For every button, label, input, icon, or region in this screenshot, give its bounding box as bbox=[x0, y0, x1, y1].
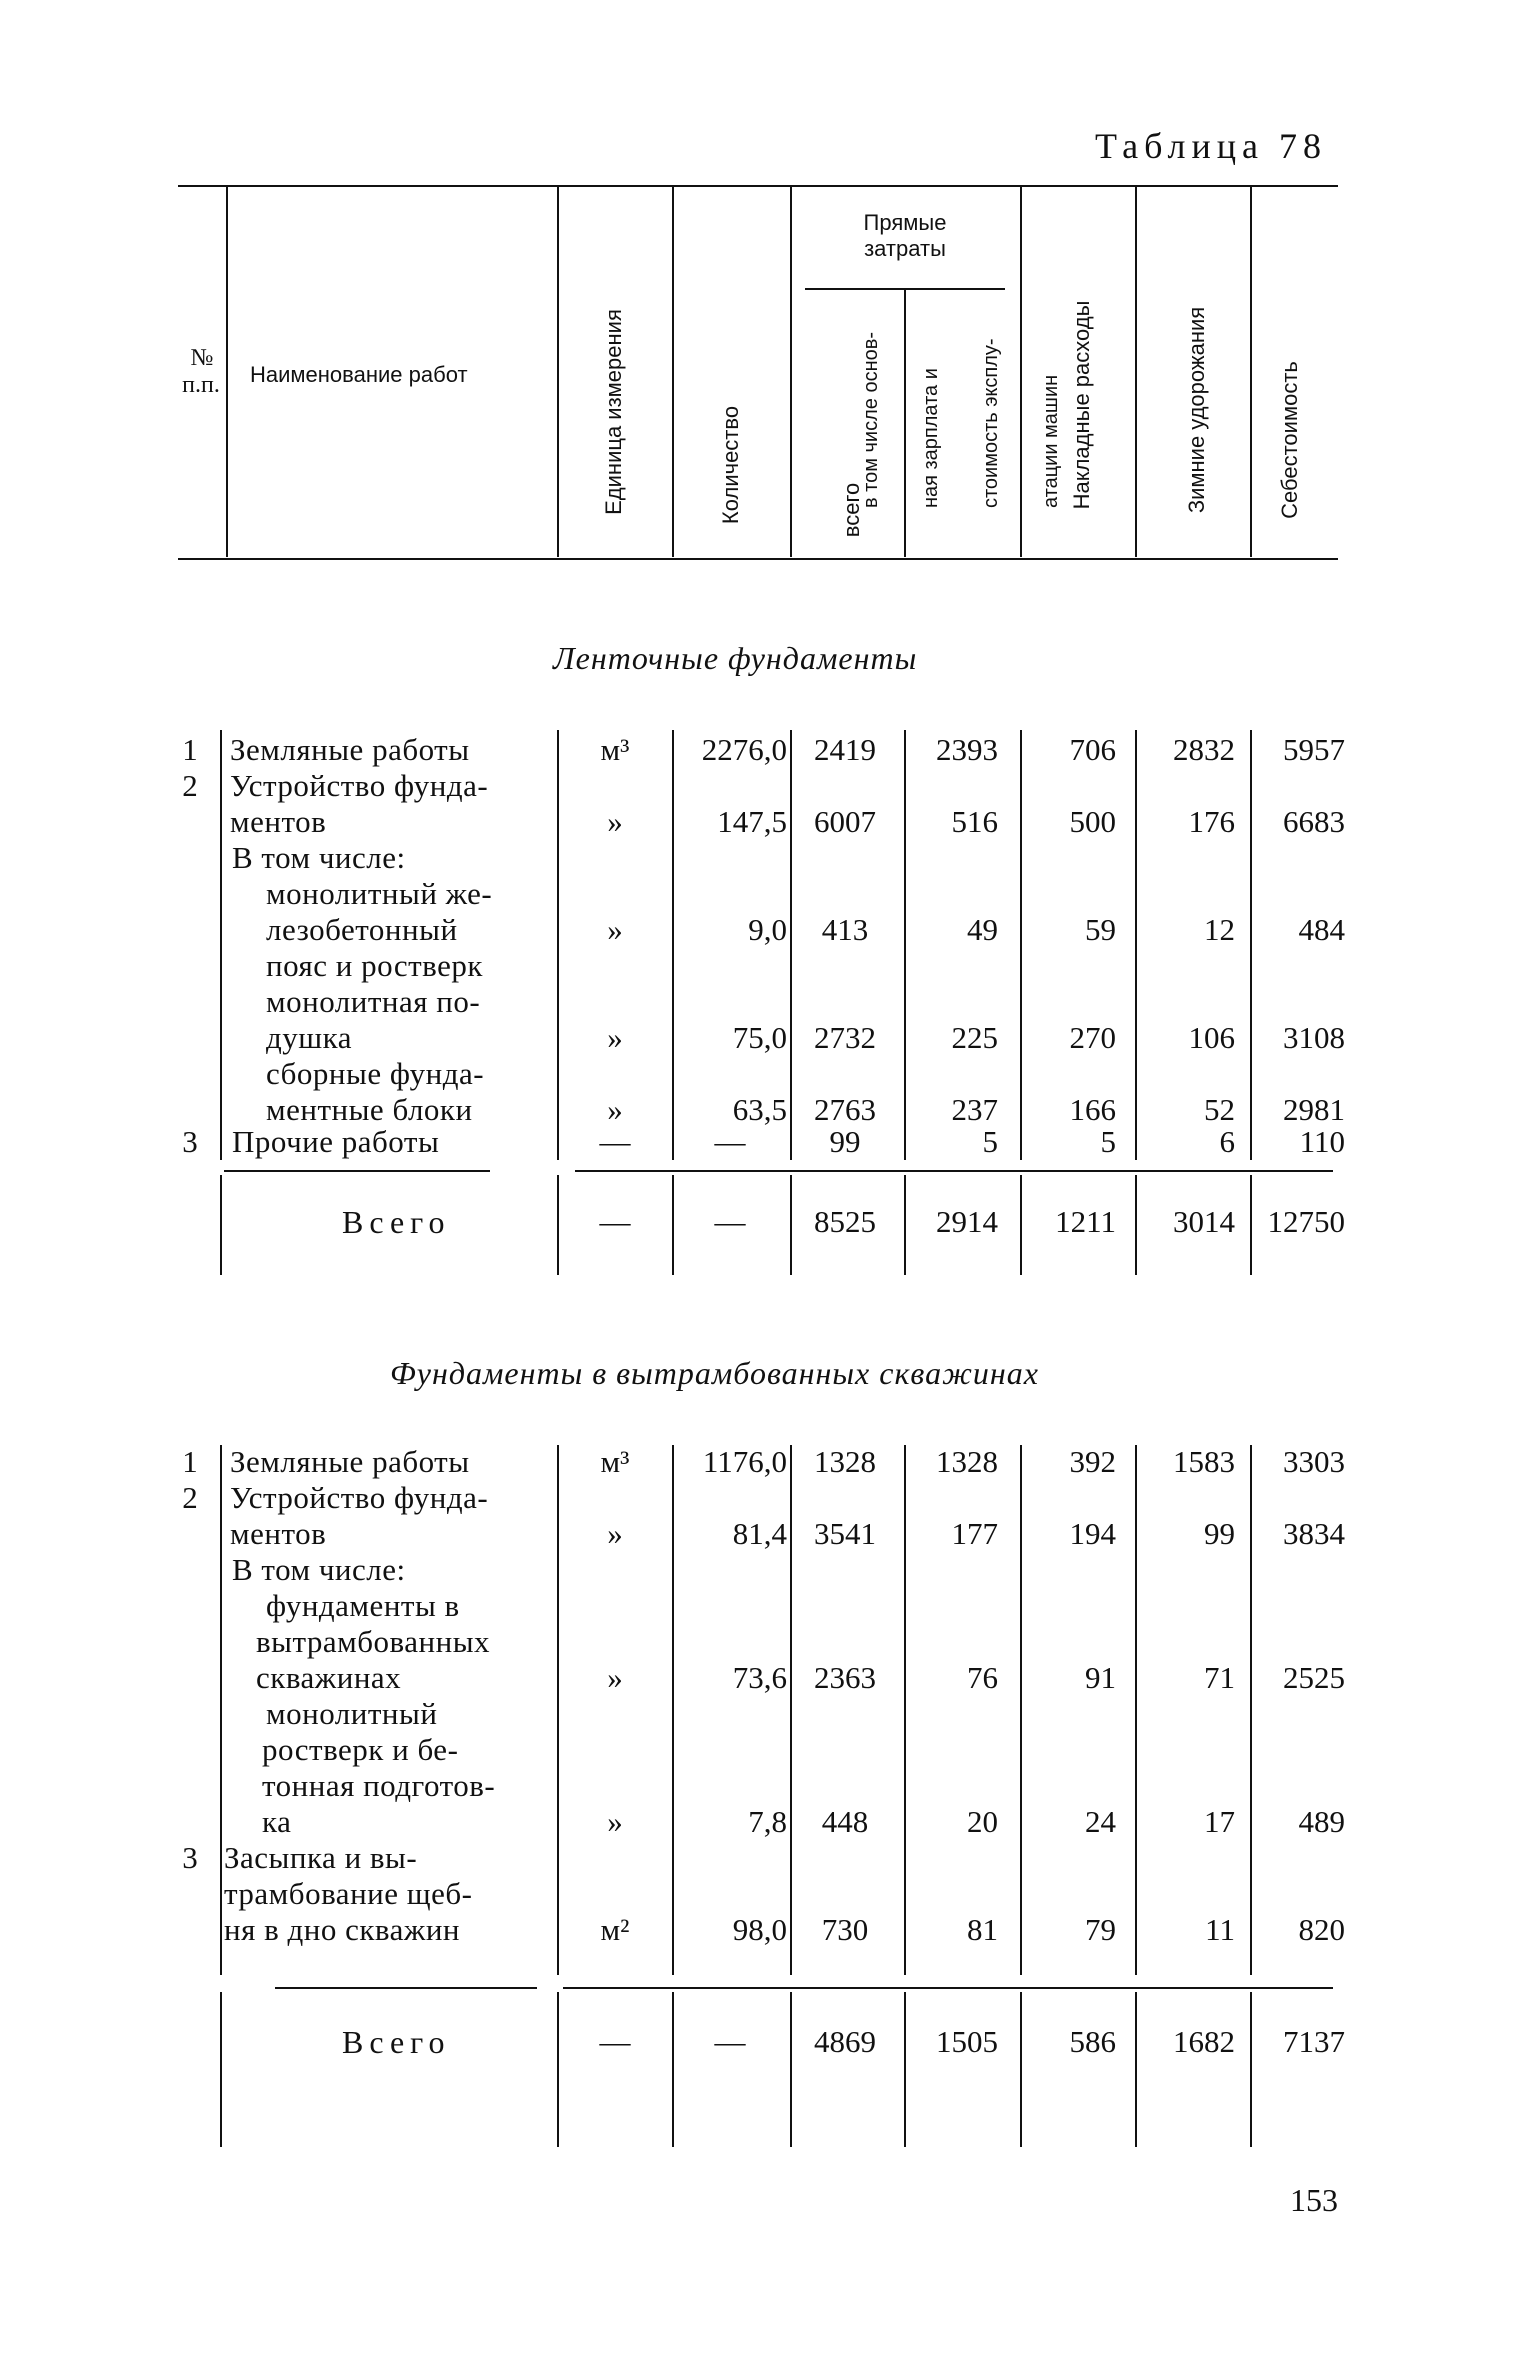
col-overhead-header: Накладные расходы bbox=[1069, 300, 1094, 510]
col-cost-header: Себестоимость bbox=[1277, 361, 1302, 519]
col-direct-total-header: всего bbox=[839, 482, 864, 538]
col-winter-header: Зимние удорожания bbox=[1184, 306, 1209, 514]
col-direct-group: Прямые bbox=[863, 210, 947, 235]
page-number: 153 bbox=[1290, 2182, 1338, 2218]
col-direct-incl-header: в том числе основ- ная зарплата и стоимость эксплу- атации машин bbox=[860, 331, 1062, 509]
section-2-title: Фундаменты в вытрамбованных скважинах bbox=[390, 1355, 1039, 1391]
table-caption: Таблица 78 bbox=[1095, 126, 1327, 166]
col-unit-header: Единица измерения bbox=[601, 309, 626, 515]
col-no-header-2: п.п. bbox=[182, 372, 220, 398]
col-direct-group-2: затраты bbox=[864, 236, 946, 261]
section-1-title: Ленточные фундаменты bbox=[553, 640, 918, 676]
col-no-header: № bbox=[190, 345, 214, 371]
col-name-header: Наименование работ bbox=[250, 362, 468, 387]
col-qty-header: Количество bbox=[718, 405, 743, 525]
